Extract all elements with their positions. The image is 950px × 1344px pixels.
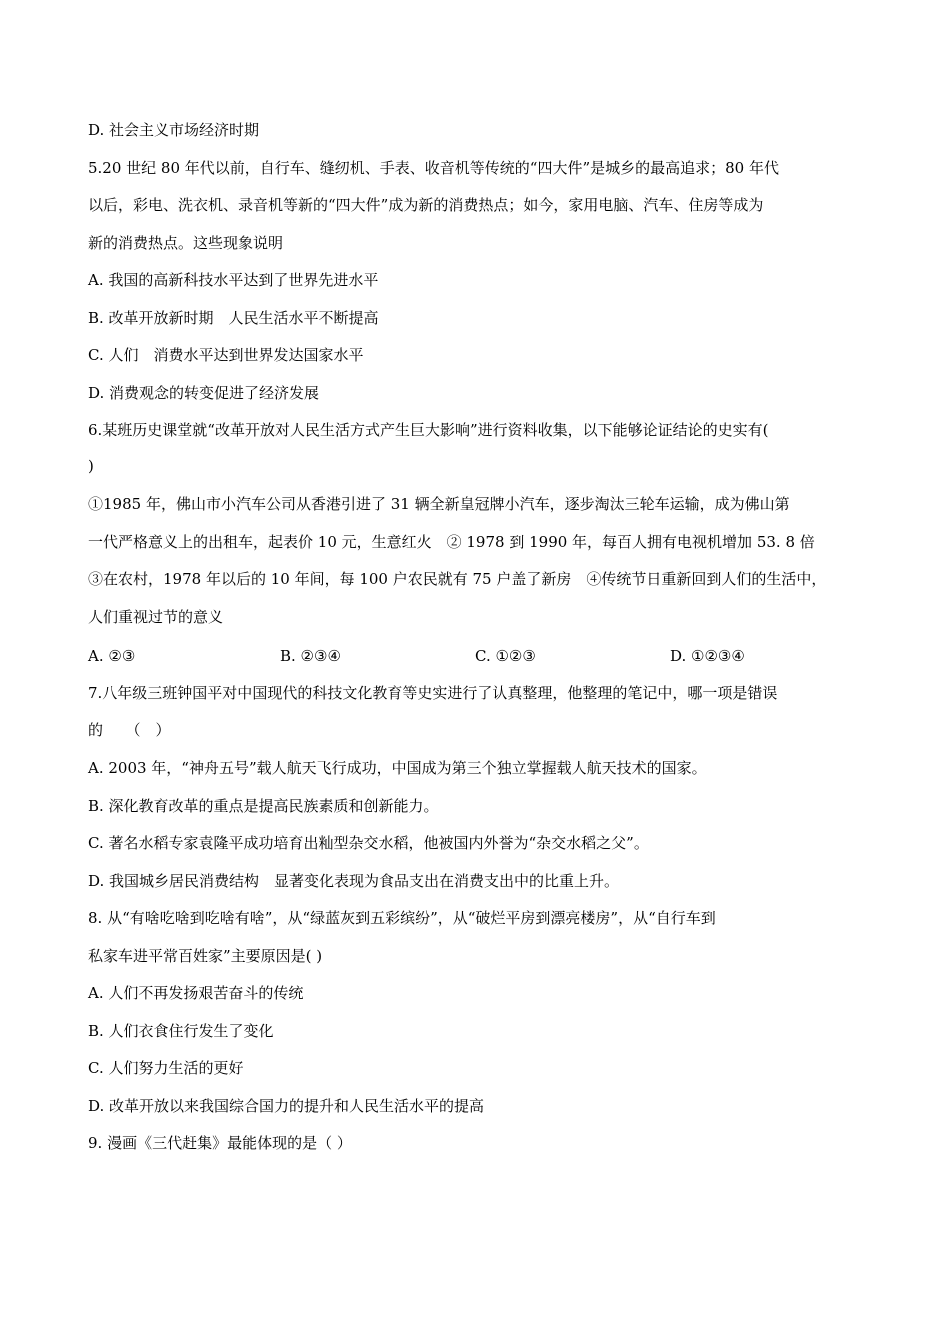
q8-stem-line-1: 8. 从“有啥吃啥到吃啥有啥”，从“绿蓝灰到五彩缤纷”，从“破烂平房到漂亮楼房”，从“自行车到 bbox=[88, 909, 716, 927]
q7-option-c: C. 著名水稻专家袁隆平成功培育出籼型杂交水稻，他被国内外誉为“杂交水稻之父”。 bbox=[88, 834, 649, 852]
q9-stem: 9. 漫画《三代赶集》最能体现的是（ ） bbox=[88, 1134, 352, 1152]
q7-option-a: A. 2003 年，“神舟五号”载人航天飞行成功，中国成为第三个独立掌握载人航天技术的国家。 bbox=[88, 759, 707, 777]
q6-material-line-2: 一代严格意义上的出租车，起表价 10 元，生意红火 ② 1978 到 1990 年，每百人拥有电视机增加 53. 8 倍 bbox=[88, 533, 815, 551]
q6-material-line-4: 人们重视过节的意义 bbox=[88, 608, 224, 626]
q5-option-d: D. 消费观念的转变促进了经济发展 bbox=[88, 384, 320, 402]
q8-option-d: D. 改革开放以来我国综合国力的提升和人民生活水平的提高 bbox=[88, 1097, 485, 1115]
q7-option-b: B. 深化教育改革的重点是提高民族素质和创新能力。 bbox=[88, 797, 439, 815]
q5-option-b: B. 改革开放新时期 人民生活水平不断提高 bbox=[88, 309, 379, 327]
q6-option-b: B. ②③④ bbox=[280, 647, 341, 665]
q7-stem-line-2: 的 （ ） bbox=[88, 721, 171, 739]
q8-stem-line-2: 私家车进平常百姓家”主要原因是( ) bbox=[88, 947, 323, 965]
q5-stem-line-1: 5.20 世纪 80 年代以前，自行车、缝纫机、手表、收音机等传统的“四大件”是城乡的最高追求；80 年代 bbox=[88, 159, 779, 177]
q6-option-d: D. ①②③④ bbox=[670, 647, 745, 665]
q5-stem-line-3: 新的消费热点。这些现象说明 bbox=[88, 234, 284, 252]
q7-option-d: D. 我国城乡居民消费结构 显著变化表现为食品支出在消费支出中的比重上升。 bbox=[88, 872, 620, 890]
q7-stem-line-1: 7.八年级三班钟国平对中国现代的科技文化教育等史实进行了认真整理，他整理的笔记中，哪一项是错误 bbox=[88, 684, 778, 702]
q8-option-c: C. 人们努力生活的更好 bbox=[88, 1059, 244, 1077]
q6-material-line-1: ①1985 年，佛山市小汽车公司从香港引进了 31 辆全新皇冠牌小汽车，逐步淘汰三轮车运输，成为佛山第 bbox=[88, 495, 790, 513]
q8-option-a: A. 人们不再发扬艰苦奋斗的传统 bbox=[88, 984, 304, 1002]
q6-stem-line-1: 6.某班历史课堂就“改革开放对人民生活方式产生巨大影响”进行资料收集，以下能够论证结论的史实有( bbox=[88, 421, 769, 439]
q8-option-b: B. 人们衣食住行发生了变化 bbox=[88, 1022, 274, 1040]
q5-option-c: C. 人们 消费水平达到世界发达国家水平 bbox=[88, 346, 364, 364]
q4-option-d: D. 社会主义市场经济时期 bbox=[88, 121, 260, 139]
q5-stem-line-2: 以后，彩电、洗衣机、录音机等新的“四大件”成为新的消费热点；如今，家用电脑、汽车、住房等成为 bbox=[88, 196, 764, 214]
q6-option-c: C. ①②③ bbox=[475, 647, 536, 665]
q5-option-a: A. 我国的高新科技水平达到了世界先进水平 bbox=[88, 271, 379, 289]
q6-option-a: A. ②③ bbox=[88, 647, 136, 665]
q6-material-line-3: ③在农村，1978 年以后的 10 年间，每 100 户农民就有 75 户盖了新房 ④传统节日重新回到人们的生活中， bbox=[88, 570, 827, 588]
q6-stem-line-2: ) bbox=[88, 457, 94, 475]
